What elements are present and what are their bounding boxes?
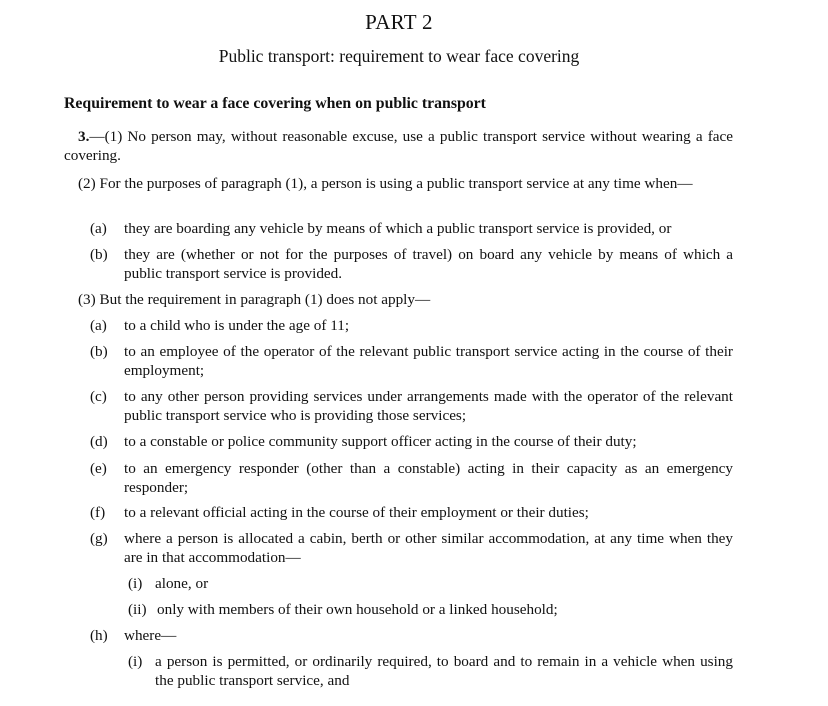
list-item-text: to a child who is under the age of 11; <box>124 317 350 334</box>
list-item-label: (e) <box>90 460 107 477</box>
paragraph-2: (2) For the purposes of paragraph (1), a person is using a public transport service at any time when— <box>78 175 693 192</box>
sub-list-item-text: a person is permitted, or ordinarily required, to board and to remain in a vehicle when using the public transport service, and <box>155 653 733 689</box>
list-item-text: to a constable or police community support officer acting in the course of their duty; <box>124 433 637 450</box>
sub-list-item-text: only with members of their own household or a linked household; <box>157 601 558 618</box>
list-item-text: where— <box>124 627 177 644</box>
list-item <box>90 245 733 283</box>
list-item-text: to any other person providing services under arrangements made with the operator of the relevant public transport service who is providing those services; <box>124 388 733 424</box>
list-item-text: where a person is allocated a cabin, berth or other similar accommodation, at any time when they are in that accommodation— <box>124 530 733 566</box>
sub-list-item-label: (ii) <box>128 601 147 618</box>
list-item-label: (a) <box>90 220 107 237</box>
list-item-label: (g) <box>90 530 108 547</box>
list-item <box>90 342 733 380</box>
list-item <box>90 503 733 522</box>
section-heading: Requirement to wear a face covering when on public transport <box>64 95 486 112</box>
list-item-label: (h) <box>90 627 108 644</box>
list-item-label: (f) <box>90 504 106 521</box>
list-item <box>90 529 733 567</box>
list-item-text: they are (whether or not for the purposes of travel) on board any vehicle by means of which a public transport service is provided. <box>124 246 733 282</box>
list-item-text: to a relevant official acting in the course of their employment or their duties; <box>124 504 589 521</box>
list-item <box>90 626 733 645</box>
paragraph-1-text: —(1) No person may, without reasonable excuse, use a public transport service without wearing a face covering. <box>64 128 733 164</box>
sub-list-item <box>128 600 733 619</box>
part-heading: PART 2 <box>365 10 433 34</box>
part-subtitle: Public transport: requirement to wear face covering <box>218 46 580 66</box>
paragraph-1 <box>64 127 733 165</box>
list-item-text: to an emergency responder (other than a constable) acting in their capacity as an emergency responder; <box>124 460 733 496</box>
sub-list-item-text: alone, or <box>155 575 209 592</box>
list-item <box>90 459 733 497</box>
list-item-text: they are boarding any vehicle by means of which a public transport service is provided, or <box>124 220 672 237</box>
sub-list-item-label: (i) <box>128 575 143 592</box>
list-item <box>90 432 733 451</box>
list-item-label: (b) <box>90 343 108 360</box>
list-item-label: (b) <box>90 246 108 263</box>
sub-list-item-label: (i) <box>128 653 143 670</box>
list-item-label: (d) <box>90 433 108 450</box>
list-item <box>90 316 733 335</box>
list-item-label: (c) <box>90 388 107 405</box>
sub-list-item <box>128 574 733 593</box>
list-item <box>90 219 733 238</box>
paragraph-3: (3) But the requirement in paragraph (1) does not apply— <box>78 291 431 308</box>
sub-list-item <box>128 652 733 690</box>
list-item-text: to an employee of the operator of the relevant public transport service acting in the course of their employment; <box>124 343 733 379</box>
list-item-label: (a) <box>90 317 107 334</box>
section-number: 3. <box>78 128 90 145</box>
list-item <box>90 387 733 425</box>
